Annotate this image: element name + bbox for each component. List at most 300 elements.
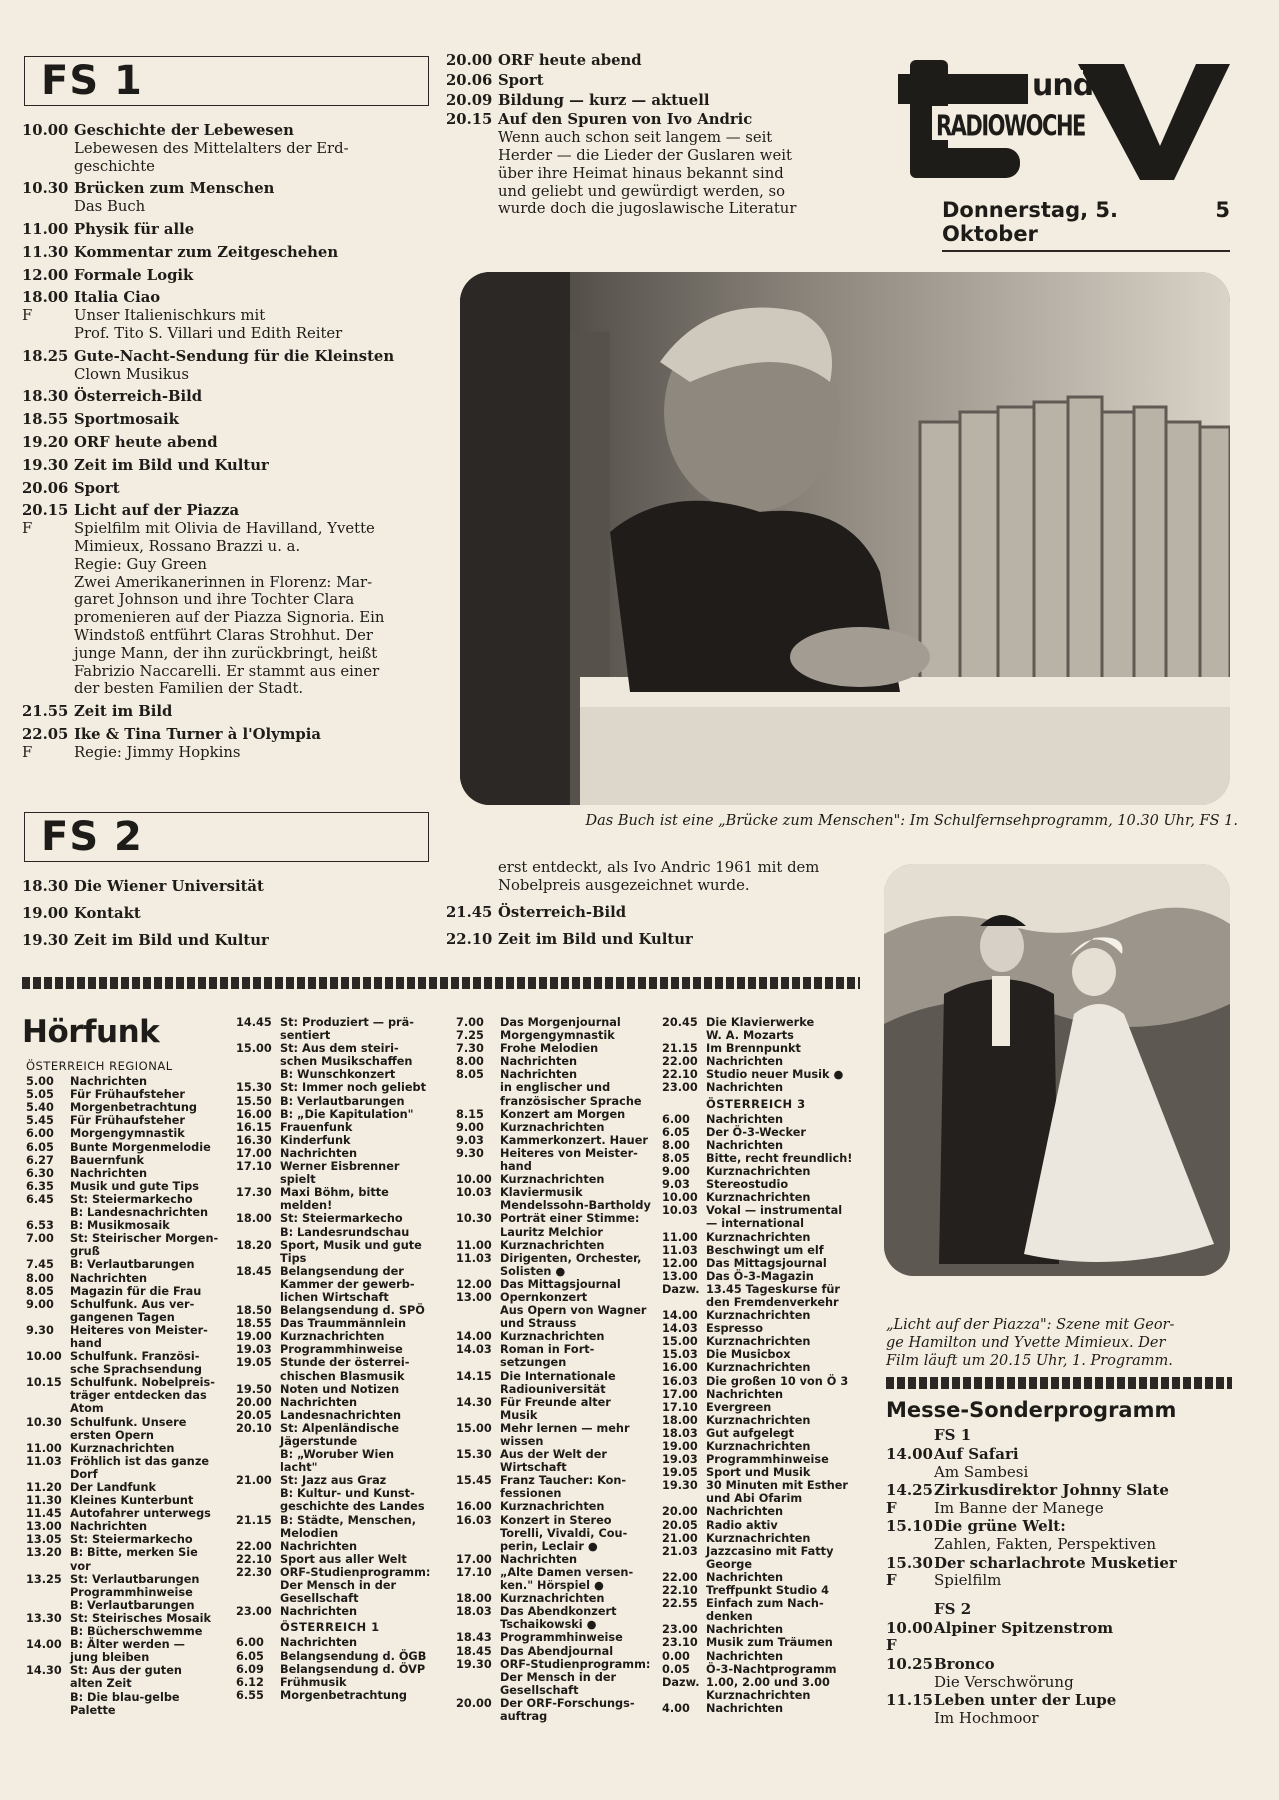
messe-time-column xyxy=(886,1518,934,1553)
radio-entry xyxy=(662,1244,872,1257)
radio-time: 6.45 xyxy=(26,1192,54,1206)
fs1-program-list xyxy=(22,122,440,767)
radio-entry xyxy=(236,1304,450,1317)
radio-title: Der Ö-3-Wecker xyxy=(706,1125,806,1139)
messe-entry xyxy=(886,1620,1232,1655)
entry-time: 10.30 xyxy=(22,180,69,198)
radio-title: Nachrichten xyxy=(500,1552,578,1566)
radio-time: Dazw. xyxy=(662,1675,700,1689)
radio-title: Nachrichten xyxy=(280,1636,358,1650)
radio-time: 22.00 xyxy=(662,1055,698,1069)
radio-title: Franz Taucher: Kon- fessionen xyxy=(500,1474,627,1501)
color-mark: F xyxy=(22,520,33,538)
radio-title: Der ORF-Forschungs- auftrag xyxy=(500,1696,635,1723)
radio-entry xyxy=(662,1597,872,1623)
entry-title: Sport xyxy=(74,479,120,497)
radio-title: Kurznachrichten xyxy=(500,1120,605,1134)
radio-entry xyxy=(662,1479,872,1505)
radio-entry xyxy=(236,1636,450,1649)
radio-entry xyxy=(236,1121,450,1134)
entry-time: 12.00 xyxy=(22,266,69,284)
radio-title: Nachrichten xyxy=(706,1570,784,1584)
radio-time: 6.12 xyxy=(236,1675,264,1689)
radio-entry xyxy=(662,1231,872,1244)
radio-title: Programmhinweise xyxy=(280,1343,403,1357)
radio-entry xyxy=(456,1121,666,1134)
entry-body xyxy=(74,411,440,429)
entry-body xyxy=(498,72,864,90)
radio-entry xyxy=(26,1272,236,1285)
radio-entry xyxy=(26,1520,236,1533)
radio-time: 8.00 xyxy=(456,1055,484,1069)
entry-title: Zeit im Bild und Kultur xyxy=(74,931,269,949)
radio-time: 19.00 xyxy=(662,1440,698,1453)
entry-title: ORF heute abend xyxy=(498,52,642,69)
radio-entry xyxy=(662,1388,872,1401)
entry-title: Die Wiener Universität xyxy=(74,878,264,895)
radio-title: Nachrichten xyxy=(706,1701,784,1715)
photo2-caption: „Licht auf der Piazza": Szene mit Geor- ge Hamilton und Yvette Mimieux. Der Film läuft um 20.15 Uhr, 1. Programm. xyxy=(886,1317,1175,1369)
radio-time: 20.05 xyxy=(662,1518,698,1532)
program-entry xyxy=(22,434,440,452)
entry-time: 20.09 xyxy=(446,91,493,109)
entry-body xyxy=(74,289,440,342)
radio-time: 22.10 xyxy=(662,1584,698,1598)
radio-entry xyxy=(662,1636,872,1649)
radio-time: 9.00 xyxy=(26,1297,54,1311)
entry-body xyxy=(74,244,440,262)
radio-entry xyxy=(26,1546,236,1572)
radio-entry xyxy=(236,1343,450,1356)
radio-entry xyxy=(456,1553,666,1566)
radio-time: 20.00 xyxy=(236,1395,272,1409)
date-line xyxy=(942,198,1230,252)
entry-time-column xyxy=(446,931,498,949)
radio-title: Kurznachrichten xyxy=(500,1592,605,1606)
radio-title: Kleines Kunterbunt xyxy=(70,1494,194,1508)
radio-title: St: Immer noch geliebt xyxy=(280,1081,427,1095)
entry-title: Italia Ciao xyxy=(74,289,161,307)
entry-title: Österreich-Bild xyxy=(74,388,203,406)
entry-time-column xyxy=(22,348,74,384)
radio-title: Vokal — instrumental — international xyxy=(706,1204,843,1231)
photo-boy-with-books xyxy=(460,272,1230,805)
radio-time: 15.45 xyxy=(456,1474,492,1488)
radio-title: Opernkonzert Aus Opern von Wagner und Strauss xyxy=(500,1290,647,1331)
radio-entry xyxy=(456,1592,666,1605)
radio-entry xyxy=(236,1540,450,1553)
radio-title: 1.00, 2.00 und 3.00 Kurznachrichten xyxy=(706,1675,830,1702)
radio-title: Morgenbetrachtung xyxy=(280,1688,408,1702)
radio-time: 22.00 xyxy=(662,1570,698,1584)
radio-title: Nachrichten xyxy=(70,1075,148,1089)
radio-time: 15.00 xyxy=(236,1042,272,1056)
radio-entry xyxy=(26,1154,236,1167)
messe-time: 11.15 xyxy=(886,1691,933,1710)
radio-time: 7.00 xyxy=(26,1232,54,1246)
program-entry xyxy=(22,905,440,923)
radio-title: St: Aus der guten alten Zeit B: Die blau-gelbe Palette xyxy=(70,1664,182,1717)
entry-body xyxy=(74,905,440,923)
entry-time: 20.06 xyxy=(446,71,493,89)
radio-title: Musik und gute Tips xyxy=(70,1179,199,1193)
radio-time: 17.10 xyxy=(662,1400,698,1414)
logo-radiowoche: RADIOWOCHE xyxy=(936,110,1085,143)
radio-title: Nachrichten xyxy=(706,1649,784,1663)
messe-separator-bar xyxy=(886,1377,1232,1389)
entry-time: 20.15 xyxy=(22,502,69,520)
radio-time: 16.03 xyxy=(662,1374,698,1388)
radio-time: 9.03 xyxy=(662,1178,690,1192)
radio-title: Schulfunk. Französi- sche Sprachsendung xyxy=(70,1350,202,1377)
radio-title: B: Städte, Menschen, Melodien xyxy=(280,1513,416,1540)
radio-time: 0.05 xyxy=(662,1662,690,1676)
radio-title: Belangsendung der Kammer der gewerb- lichen Wirtschaft xyxy=(280,1264,415,1304)
entry-title: Bildung — kurz — aktuell xyxy=(498,91,710,109)
radio-title: Im Brennpunkt xyxy=(706,1042,801,1056)
radio-entry xyxy=(456,1239,666,1252)
entry-time: 19.00 xyxy=(22,904,69,922)
radio-title: Kurznachrichten xyxy=(706,1191,811,1205)
messe-body xyxy=(934,1620,1232,1655)
radio-entry xyxy=(456,1605,666,1631)
radio-entry xyxy=(662,1466,872,1479)
radio-entry xyxy=(456,1291,666,1330)
entry-time-column xyxy=(22,480,74,498)
radio-entry xyxy=(236,1147,450,1160)
radio-title: Kurznachrichten xyxy=(500,1238,605,1252)
radio-time: 18.43 xyxy=(456,1631,492,1645)
radio-entry xyxy=(662,1139,872,1152)
radio-title: Das Ö-3-Magazin xyxy=(706,1269,814,1283)
entry-time-column xyxy=(22,221,74,239)
radio-time: 0.00 xyxy=(662,1649,690,1663)
entry-title: Licht auf der Piazza xyxy=(74,502,240,520)
radio-time: 11.45 xyxy=(26,1507,62,1521)
radio-col-3 xyxy=(456,1016,666,1723)
entry-time-column xyxy=(22,726,74,762)
program-entry xyxy=(22,480,440,498)
messe-desc: Die Verschwörung xyxy=(934,1672,1074,1691)
radio-title: B: Verlautbarungen xyxy=(280,1094,405,1108)
radio-title: Nachrichten xyxy=(706,1112,784,1126)
radio-entry xyxy=(662,1519,872,1532)
radio-title: ORF-Studienprogramm: Der Mensch in der Gesellschaft xyxy=(500,1657,651,1697)
radio-entry xyxy=(662,1702,872,1715)
messe-desc: Spielfilm xyxy=(934,1571,1002,1590)
radio-title: B: Älter werden — jung bleiben xyxy=(70,1638,185,1665)
entry-title: Zeit im Bild xyxy=(74,703,173,721)
radio-title: Nachrichten xyxy=(706,1055,784,1069)
radio-title: Studio neuer Musik ● xyxy=(706,1068,844,1082)
radio-time: 16.30 xyxy=(236,1133,272,1147)
messe-desc: Im Banne der Manege xyxy=(934,1498,1104,1517)
radio-time: 10.30 xyxy=(456,1212,492,1226)
entry-time: 18.30 xyxy=(22,388,69,406)
entry-title: Brücken zum Menschen xyxy=(74,180,275,198)
entry-body xyxy=(74,267,440,285)
radio-time: 21.03 xyxy=(662,1544,698,1558)
radio-entry xyxy=(26,1350,236,1376)
radio-time: 8.15 xyxy=(456,1107,484,1121)
radio-title: Konzert in Stereo Torelli, Vivaldi, Cou- perin, Leclair ● xyxy=(500,1513,628,1553)
radio-entry xyxy=(236,1356,450,1382)
radio-time: 14.00 xyxy=(456,1330,492,1344)
radio-entry xyxy=(456,1631,666,1644)
entry-body xyxy=(74,502,440,698)
radio-title: Nachrichten xyxy=(70,1271,148,1285)
radio-title: Das Traummännlein xyxy=(280,1317,407,1331)
radio-title: Kurznachrichten xyxy=(500,1330,605,1344)
radio-entry xyxy=(456,1173,666,1186)
radio-title: Kinderfunk xyxy=(280,1133,351,1147)
radio-title: Das Morgenjournal xyxy=(500,1016,621,1029)
radio-time: 13.30 xyxy=(26,1611,62,1625)
radio-title: Bitte, recht freundlich! xyxy=(706,1151,853,1165)
entry-time: 22.05 xyxy=(22,725,69,743)
messe-entry xyxy=(886,1555,1232,1590)
radio-entry xyxy=(662,1191,872,1204)
radio-entry xyxy=(26,1442,236,1455)
radio-title: Schulfunk. Unsere ersten Opern xyxy=(70,1415,187,1442)
radio-title: ORF-Studienprogramm: Der Mensch in der Gesellschaft xyxy=(280,1565,431,1606)
radio-title: Frauenfunk xyxy=(280,1120,353,1134)
radio-entry xyxy=(456,1186,666,1212)
section-oe3: ÖSTERREICH 3 xyxy=(706,1096,806,1111)
entry-body xyxy=(74,480,440,498)
radio-title: Belangsendung d. ÖVP xyxy=(280,1662,426,1676)
radio-time: 20.00 xyxy=(662,1505,698,1519)
entry-body xyxy=(74,703,440,721)
radio-title: Kurznachrichten xyxy=(706,1361,811,1375)
radio-time: 13.00 xyxy=(26,1520,62,1534)
fs1-late-list xyxy=(446,904,864,958)
program-entry xyxy=(22,726,440,762)
radio-entry xyxy=(26,1101,236,1114)
radio-entry xyxy=(26,1232,236,1258)
radio-title: Roman in Fort- setzungen xyxy=(500,1343,595,1370)
radio-entry xyxy=(26,1193,236,1219)
radio-title: Kurznachrichten xyxy=(500,1500,605,1514)
radio-entry xyxy=(662,1335,872,1348)
messe-fs2-label: FS 2 xyxy=(934,1599,972,1618)
radio-title: 13.45 Tageskurse für den Fremdenverkehr xyxy=(706,1282,840,1309)
photo1-caption: Das Buch ist eine „Brücke zum Menschen": Im Schulfernsehprogramm, 10.30 Uhr, FS 1. xyxy=(585,813,1238,829)
radio-entry xyxy=(662,1348,872,1361)
radio-time: 8.05 xyxy=(662,1151,690,1165)
entry-time-column xyxy=(22,180,74,216)
radio-title: St: Steiermarkecho xyxy=(70,1533,193,1547)
radio-title: Morgengymnastik xyxy=(70,1127,185,1141)
radio-title: Evergreen xyxy=(706,1400,772,1414)
radio-title: Sport, Musik und gute Tips xyxy=(280,1238,422,1265)
messe-entry xyxy=(886,1656,1232,1691)
color-mark: F xyxy=(22,307,33,325)
radio-entry xyxy=(662,1584,872,1597)
radio-time: 20.00 xyxy=(456,1696,492,1710)
program-entry xyxy=(22,267,440,285)
radio-title: Landesnachrichten xyxy=(280,1408,402,1422)
program-entry xyxy=(446,52,864,70)
radio-time: 17.00 xyxy=(662,1387,698,1401)
page-number: 5 xyxy=(1215,198,1230,222)
entry-title: Ike & Tina Turner à l'Olympia xyxy=(74,725,321,743)
radio-entry xyxy=(236,1265,450,1304)
program-entry xyxy=(22,122,440,175)
radio-entry xyxy=(662,1204,872,1230)
messe-time: 15.10 xyxy=(886,1517,933,1536)
color-mark: F xyxy=(22,743,33,761)
radio-title: Kurznachrichten xyxy=(706,1230,811,1244)
radio-time: 9.30 xyxy=(456,1146,484,1160)
messe-body xyxy=(934,1482,1232,1517)
radio-time: 14.03 xyxy=(456,1343,492,1357)
radio-title: Die großen 10 von Ö 3 xyxy=(706,1374,849,1388)
radio-time: 10.00 xyxy=(662,1191,698,1205)
radio-title: Porträt einer Stimme: Lauritz Melchior xyxy=(500,1212,640,1239)
program-entry xyxy=(22,289,440,342)
messe-body xyxy=(934,1656,1232,1691)
radio-title: Nachrichten xyxy=(500,1055,578,1069)
entry-time-column xyxy=(22,244,74,262)
radio-entry xyxy=(456,1500,666,1513)
radio-entry xyxy=(26,1638,236,1664)
radio-time: 11.00 xyxy=(456,1238,492,1252)
entry-body xyxy=(498,931,864,949)
radio-title: St: Produziert — prä- sentiert xyxy=(280,1016,414,1043)
radio-time: 6.35 xyxy=(26,1179,54,1193)
entry-title: Formale Logik xyxy=(74,266,194,284)
radio-time: 22.55 xyxy=(662,1597,698,1611)
radio-time: 6.05 xyxy=(662,1125,690,1139)
entry-time: 19.30 xyxy=(22,456,69,474)
radio-entry xyxy=(26,1258,236,1271)
radio-title: Nachrichten xyxy=(706,1138,784,1152)
radio-entry xyxy=(662,1016,872,1042)
entry-time: 18.55 xyxy=(22,411,69,429)
entry-title: ORF heute abend xyxy=(74,433,218,451)
radio-time: 18.55 xyxy=(236,1317,272,1331)
radio-time: 11.03 xyxy=(662,1243,698,1257)
radio-time: 17.00 xyxy=(456,1552,492,1566)
radio-entry xyxy=(26,1285,236,1298)
radio-time: 9.03 xyxy=(456,1133,484,1147)
messe-entry xyxy=(886,1482,1232,1517)
program-entry xyxy=(22,180,440,216)
entry-body xyxy=(74,726,440,762)
messe-title-text: Der scharlachrote Musketier xyxy=(934,1553,1177,1572)
radio-entry xyxy=(662,1309,872,1322)
radio-entry xyxy=(236,1514,450,1540)
radio-time: 22.30 xyxy=(236,1565,272,1579)
photo-couple-scene xyxy=(884,864,1230,1276)
radio-time: 14.15 xyxy=(456,1369,492,1383)
radio-entry xyxy=(456,1343,666,1369)
entry-title: Zeit im Bild und Kultur xyxy=(74,456,269,474)
radio-entry xyxy=(662,1414,872,1427)
radio-title: Die Klavierwerke W. A. Mozarts xyxy=(706,1016,815,1043)
radio-time: 19.00 xyxy=(236,1330,272,1344)
radio-entry xyxy=(456,1108,666,1121)
radio-entry xyxy=(236,1134,450,1147)
entry-body xyxy=(498,92,864,110)
radio-entry xyxy=(26,1167,236,1180)
radio-entry xyxy=(26,1219,236,1232)
radio-time: 19.05 xyxy=(662,1466,698,1480)
radio-entry xyxy=(456,1370,666,1396)
radio-title: Frühmusik xyxy=(280,1675,347,1689)
radio-time: 6.09 xyxy=(236,1662,264,1676)
radio-entry xyxy=(236,1330,450,1343)
radio-time: 8.00 xyxy=(662,1138,690,1152)
radio-time: 7.00 xyxy=(456,1016,484,1029)
radio-title: Belangsendung d. SPÖ xyxy=(280,1304,425,1318)
radio-title: Einfach zum Nach- denken xyxy=(706,1597,824,1624)
messe-desc: Am Sambesi xyxy=(934,1462,1029,1481)
messe-body xyxy=(934,1555,1232,1590)
radio-entry xyxy=(26,1141,236,1154)
entry-time: 11.00 xyxy=(22,220,69,238)
radio-entry xyxy=(456,1658,666,1697)
radio-time: 10.03 xyxy=(662,1204,698,1218)
radio-time: 7.25 xyxy=(456,1029,484,1043)
radio-title: B: Bitte, merken Sie vor xyxy=(70,1546,198,1573)
entry-time: 20.06 xyxy=(22,479,69,497)
radio-title: Nachrichten in englischer und französischer Sprache xyxy=(500,1068,642,1108)
entry-time: 20.15 xyxy=(446,111,493,129)
messe-entry xyxy=(886,1518,1232,1553)
program-entry xyxy=(22,703,440,721)
radio-entry xyxy=(456,1212,666,1238)
radio-title: Nachrichten xyxy=(70,1520,148,1534)
radio-entry xyxy=(26,1298,236,1324)
radio-title: Maxi Böhm, bitte melden! xyxy=(280,1186,389,1213)
entry-time-column xyxy=(22,388,74,406)
radio-time: 23.10 xyxy=(662,1636,698,1650)
program-entry xyxy=(22,878,440,896)
radio-time: 11.03 xyxy=(26,1454,62,1468)
radio-time: 22.00 xyxy=(236,1539,272,1553)
program-entry xyxy=(446,92,864,110)
radio-title: Das Abendjournal xyxy=(500,1644,614,1658)
radio-time: 20.05 xyxy=(236,1408,272,1422)
radio-entry xyxy=(662,1152,872,1165)
radio-entry xyxy=(456,1147,666,1173)
radio-title: St: Alpenländische Jägerstunde B: „Woruber Wien lacht" xyxy=(280,1421,400,1475)
radio-title: Die Musicbox xyxy=(706,1348,791,1362)
entry-time: 21.55 xyxy=(22,703,69,721)
radio-time: 6.27 xyxy=(26,1153,54,1167)
radio-time: 22.10 xyxy=(662,1068,698,1082)
radio-time: 19.03 xyxy=(236,1343,272,1357)
radio-title: Kurznachrichten xyxy=(70,1441,175,1455)
entry-title: Österreich-Bild xyxy=(498,904,627,921)
radio-time: 18.45 xyxy=(236,1264,272,1278)
radio-time: 23.00 xyxy=(236,1605,272,1619)
entry-title: Sport xyxy=(498,71,544,89)
radio-time: 10.00 xyxy=(26,1350,62,1364)
radio-entry xyxy=(456,1278,666,1291)
fs2-header-box xyxy=(24,812,429,862)
radio-time: 21.00 xyxy=(662,1531,698,1545)
radio-entry xyxy=(662,1676,872,1702)
fs1-header-box xyxy=(24,56,429,106)
radio-time: 10.15 xyxy=(26,1376,62,1390)
radio-entry xyxy=(662,1257,872,1270)
messe-title-text: Auf Safari xyxy=(934,1445,1019,1463)
messe-time-column xyxy=(886,1692,934,1727)
radio-entry xyxy=(26,1455,236,1481)
